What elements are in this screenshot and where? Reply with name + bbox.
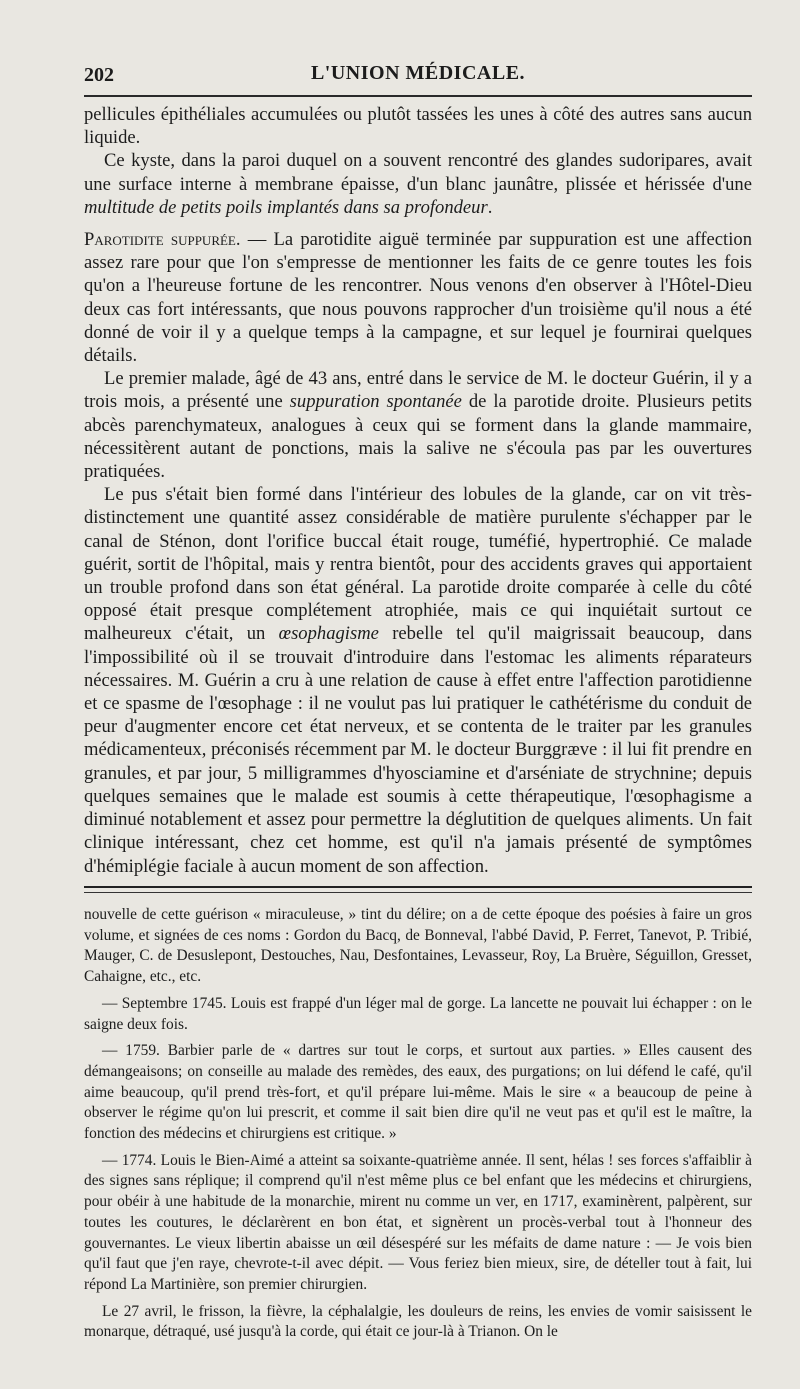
journal-title: L'UNION MÉDICALE. <box>310 62 526 84</box>
feuilleton-text <box>84 905 752 1349</box>
page-number: 202 <box>84 64 114 86</box>
paragraph <box>84 149 752 219</box>
header-rule <box>84 95 752 97</box>
paragraph-text: Ce kyste, dans la paroi duquel on a souvent rencontré des glandes sudoripares, avait une surface interne à membrane épaisse, d'un blanc jaunâtre, plissée et hérissée d'une <box>84 150 752 195</box>
emphasis: multitude de petits poils implantés dans sa profondeur <box>84 196 488 218</box>
paragraph-text: de la parotide droite. Plusieurs petits abcès parenchymateux, analogues à ceux qui se forment dans la glande mammaire, nécessitèrent autant de ponctions, mais la salive ne s'écoula pas par les ouvertures pratiquées. <box>84 391 752 483</box>
feuilleton-paragraph: — Septembre 1745. Louis est frappé d'un léger mal de gorge. La lancette ne pouvait lui échapper : on le saigne deux fois. <box>84 994 752 1033</box>
paragraph-text: pellicules épithéliales accumulées ou plutôt tassées les unes à côté des autres sans aucun liquide. <box>84 104 752 149</box>
main-text <box>84 103 752 878</box>
paragraph <box>84 367 752 483</box>
paragraph-text: Le pus s'était bien formé dans l'intérieur des lobules de la glande, car on vit très-distinctement une quantité assez considérable de matière purulente s'échapper par le canal de Sténon, dont l'orifice buccal était rouge, tuméfié, hypertrophié. Ce malade guérit, sortit de l'hôpital, mais y rentra bientôt, pour des accidents graves qui apportaient un trouble profond dans son état général. La parotide droite comparée à celle du côté opposé était presque complétement atrophiée, mais ce qui inquiétait surtout ce malheureux c'était, un <box>84 484 752 645</box>
feuilleton-paragraph: nouvelle de cette guérison « miraculeuse, » tint du délire; on a de cette époque des poésies à faire un gros volume, et signées de ces noms : Gordon du Bacq, de Bonneval, l'abbé David, P. Ferret, Tanevot, P. Tribié, Mauger, C. de Desuslepont, Destouches, Nau, Desfontaines, Levasseur, Roy, La Bruère, Séguillon, Gresset, Cahaigne, etc., etc. <box>84 906 752 986</box>
feuilleton-separator <box>84 886 752 893</box>
feuilleton-paragraph: — 1774. Louis le Bien-Aimé a atteint sa soixante-quatrième année. Il sent, hélas ! ses forces s'affaiblir à des signes sans réplique; il comprend qu'il n'est même plus ce bel enfant que les médecins et chirurgiens, pour obéir à une habitude de la monarchie, mirent nu comme un ver, en 1717, examinèrent, palpèrent, sur toutes les coutures, le déclarèrent en bon état, et signèrent un procès-verbal tout à l'honneur des gouvernantes. Le vieux libertin abaisse un œil désespéré sur les méfaits de dame nature : — Je vois bien qu'il faut que j'en raye, chevrote-t-il avec dépit. — Vous feriez bien mieux, sire, de dételler tout à fait, lui répond La Martinière, son premier chirurgien. <box>84 1151 752 1293</box>
feuilleton-paragraph: Le 27 avril, le frisson, la fièvre, la céphalalgie, les douleurs de reins, les envies de vomir saisissent le monarque, détraqué, usé jusqu'à la corde, qui était ce jour-là à Trianon. On le <box>84 1302 752 1341</box>
paragraph-text: rebelle tel qu'il maigrissait beaucoup, dans l'impossibilité où il se trouvait d'introduire dans l'estomac les aliments réparateurs nécessaires. M. Guérin a cru à une relation de cause à effet entre l'affection parotidienne et ce spasme de l'œsophage : il ne voulut pas lui pratiquer le cathétérisme du conduit de peur d'augmenter encore cet état nerveux, et se contenta de le traiter par les granules médicamenteux, préconisés récemment par M. le docteur Burggræve : il lui fit prendre en granules, et par jour, 5 milligrammes d'hyosciamine et d'arséniate de strychnine; depuis quelques semaines que le malade est soumis à cette thérapeutique, l'œsophagisme a diminué notablement et assez pour permettre la déglutition de quelques aliments. Un fait clinique intéressant, chez cet homme, est qu'il n'a jamais présenté de symptômes d'hémiplégie faciale à aucun moment de son affection. <box>84 623 752 877</box>
emphasis: suppuration spontanée <box>289 391 462 413</box>
running-header <box>84 58 752 88</box>
paragraph-text: . <box>487 196 493 218</box>
feuilleton-paragraph: — 1759. Barbier parle de « dartres sur tout le corps, et surtout aux parties. » Elles causent des démangeaisons; on conseille au malade des remèdes, des eaux, des purgations; on lui défend le café, qu'il aime beaucoup, qu'il prend très-fort, et qu'il prépare lui-même. Mais le sire « a beaucoup de peine à observer le régime qu'on lui prescrit, et comme il sait bien dire qu'il ne veut pas et qu'il est le maître, la fonction des médecins et chirurgiens est critique. » <box>84 1042 752 1143</box>
section-heading: Parotidite suppurée. <box>84 229 241 251</box>
emphasis: œsophagisme <box>278 623 379 645</box>
paragraph-text: — La parotidite aiguë terminée par suppuration est une affection assez rare pour que l'on s'empresse de mentionner les faits de ce genre toutes les fois qu'on a l'heureuse fortune de les rencontrer. Nous venons d'en observer à l'Hôtel-Dieu deux cas fort intéressants, que nous pouvons rapprocher d'un troisième qu'il nous a été donné de voir il y a quelque temps à la campagne, et sur lequel je fournirai quelques détails. <box>84 229 752 367</box>
section-paragraph <box>84 228 752 367</box>
paragraph <box>84 103 752 149</box>
paragraph <box>84 483 752 877</box>
paragraph-text: Le premier malade, âgé de 43 ans, entré dans le service de M. le docteur Guérin, il y a trois mois, a présenté une <box>84 368 752 413</box>
